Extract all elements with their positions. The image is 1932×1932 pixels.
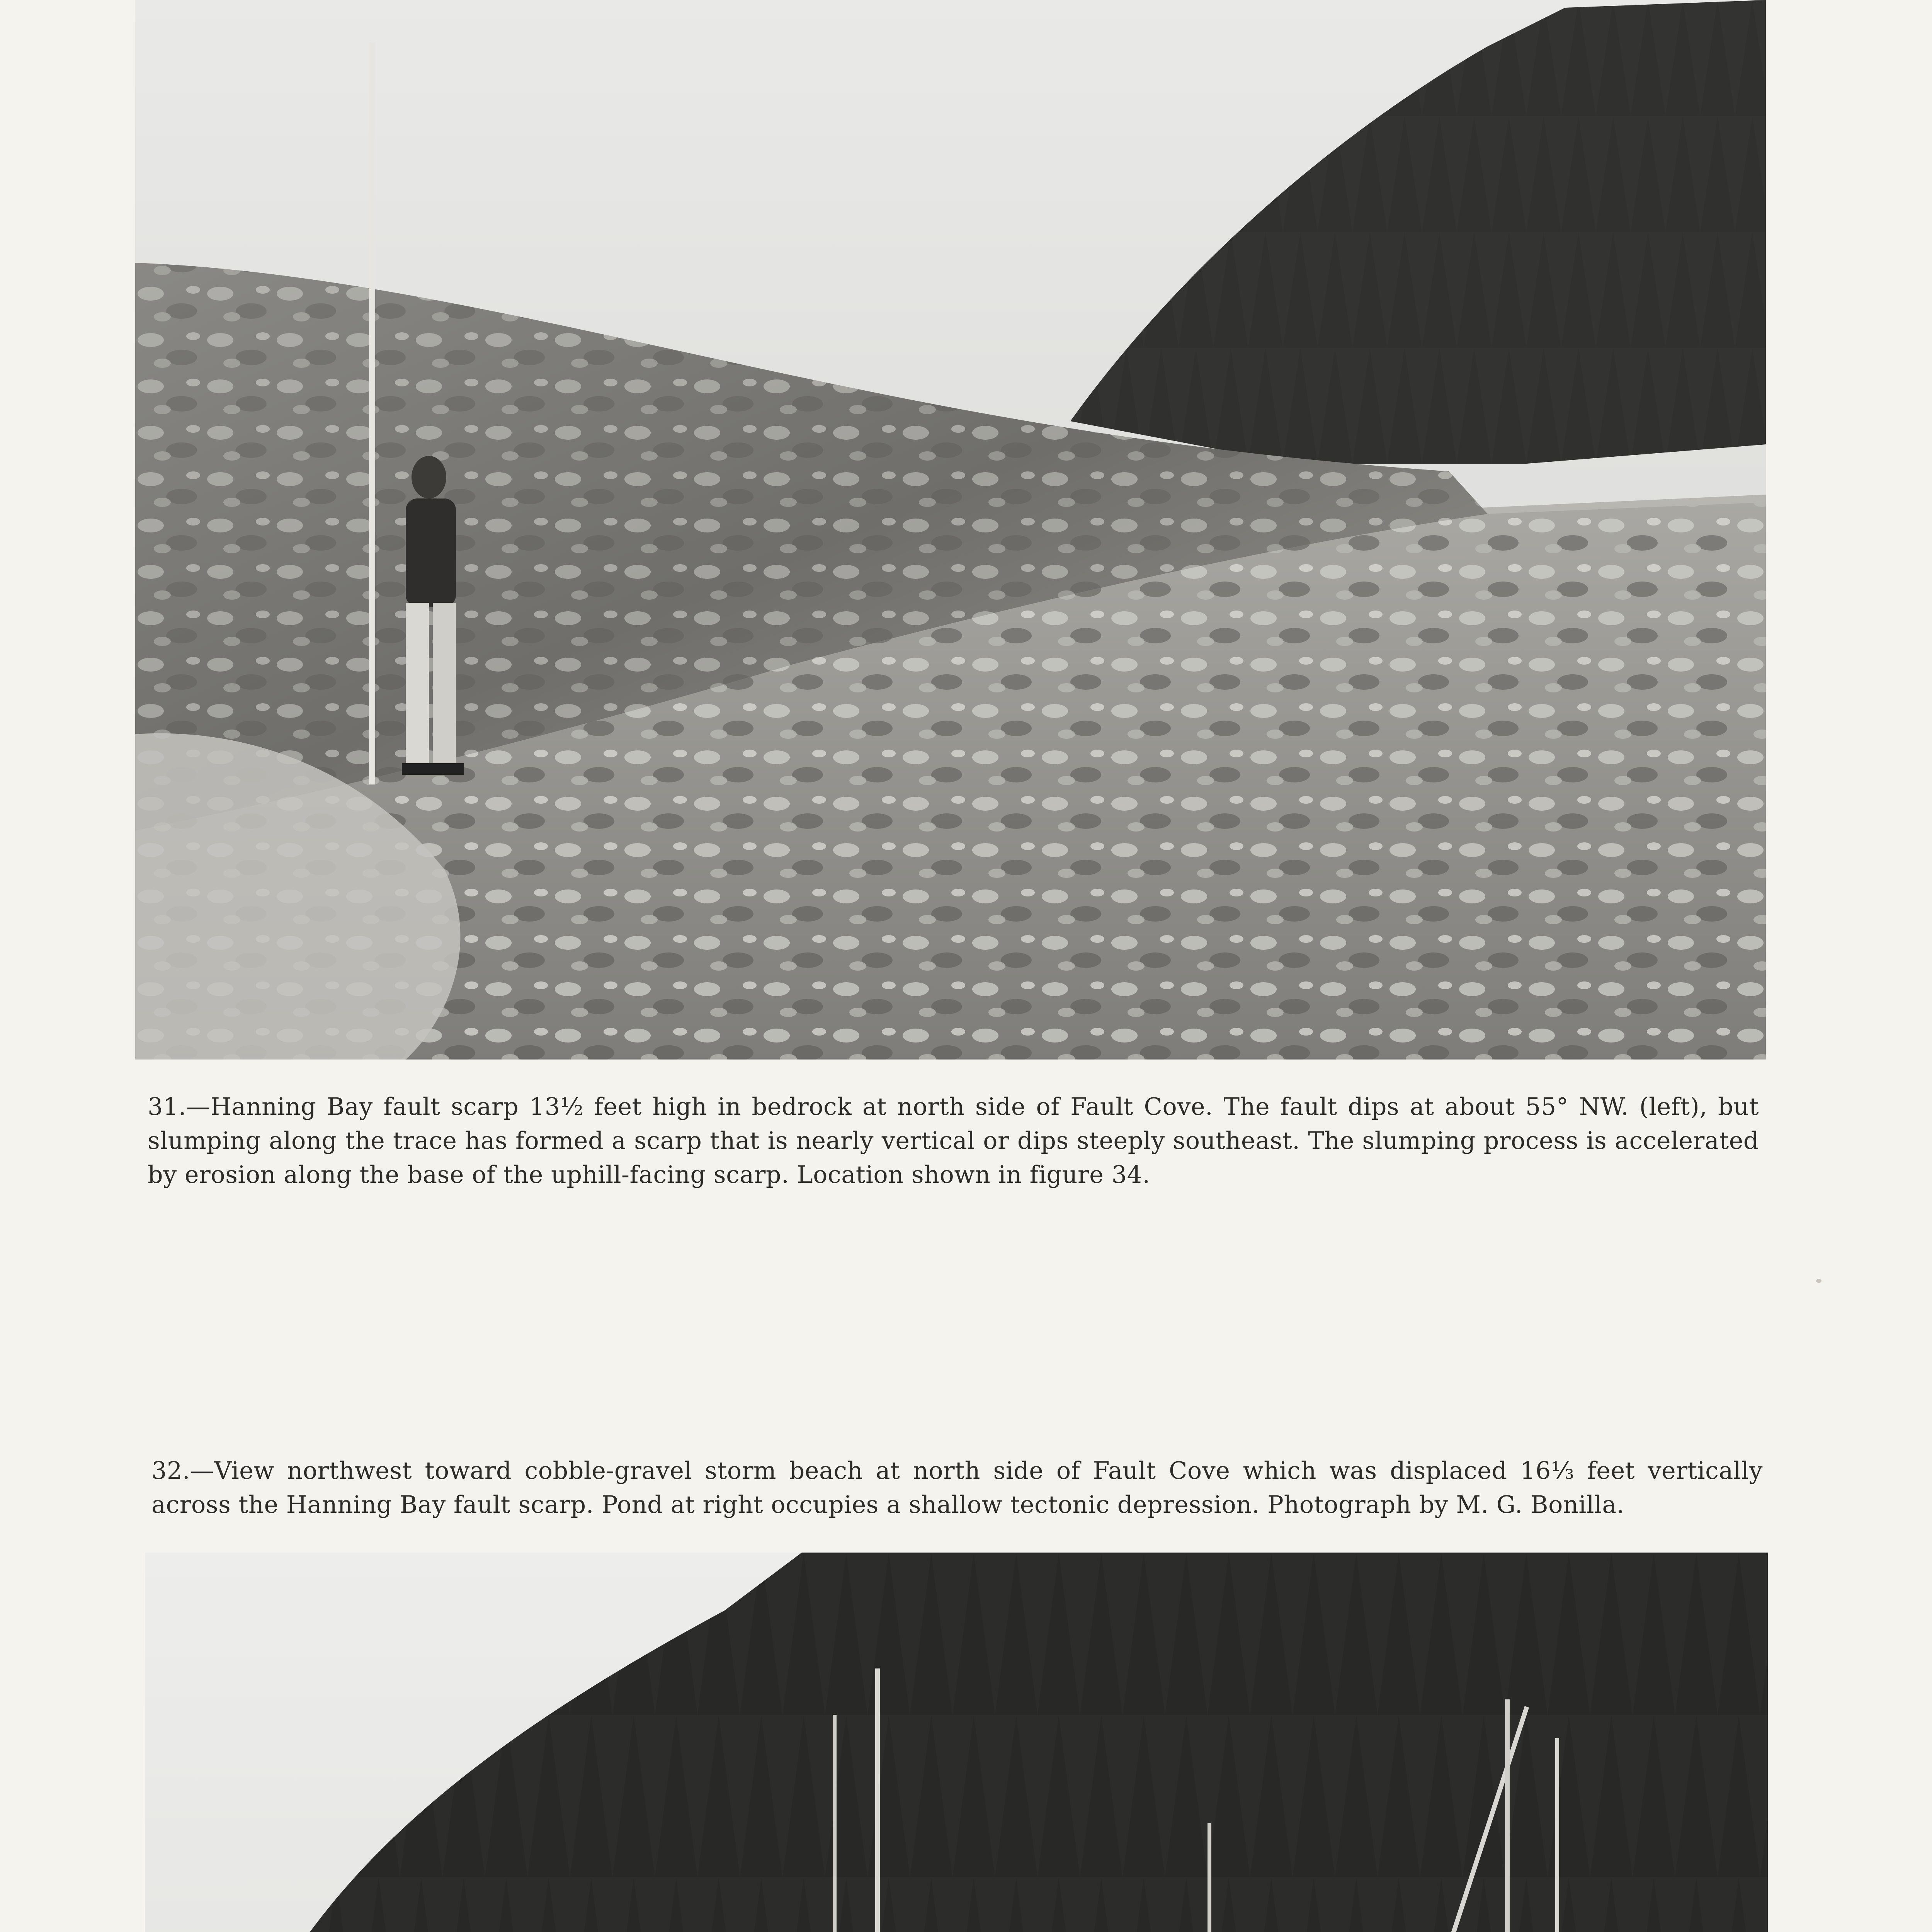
page-speck <box>1816 1279 1821 1283</box>
figure-32-caption: 32.—View northwest toward cobble-gravel storm beach at north side of Fault Cove which was displaced 16⅓ feet vertically across the Hanning Bay fault scarp. Pond at right occupies a shallow tectonic depression. Photograph by M. G. Bonilla. <box>151 1456 1763 1519</box>
figure-31-photo <box>135 0 1766 1060</box>
figure-32-photo <box>145 1553 1768 1932</box>
figure-31-caption: 31.—Hanning Bay fault scarp 13½ feet high in bedrock at north side of Fault Cove. The fault dips at about 55° NW. (left), but slumping along the trace has formed a scarp that is nearly vertical or dips steeply southeast. The slumping process is accelerated by erosion along the base of the uphill-facing scarp. Location shown in figure 34. <box>148 1092 1759 1189</box>
